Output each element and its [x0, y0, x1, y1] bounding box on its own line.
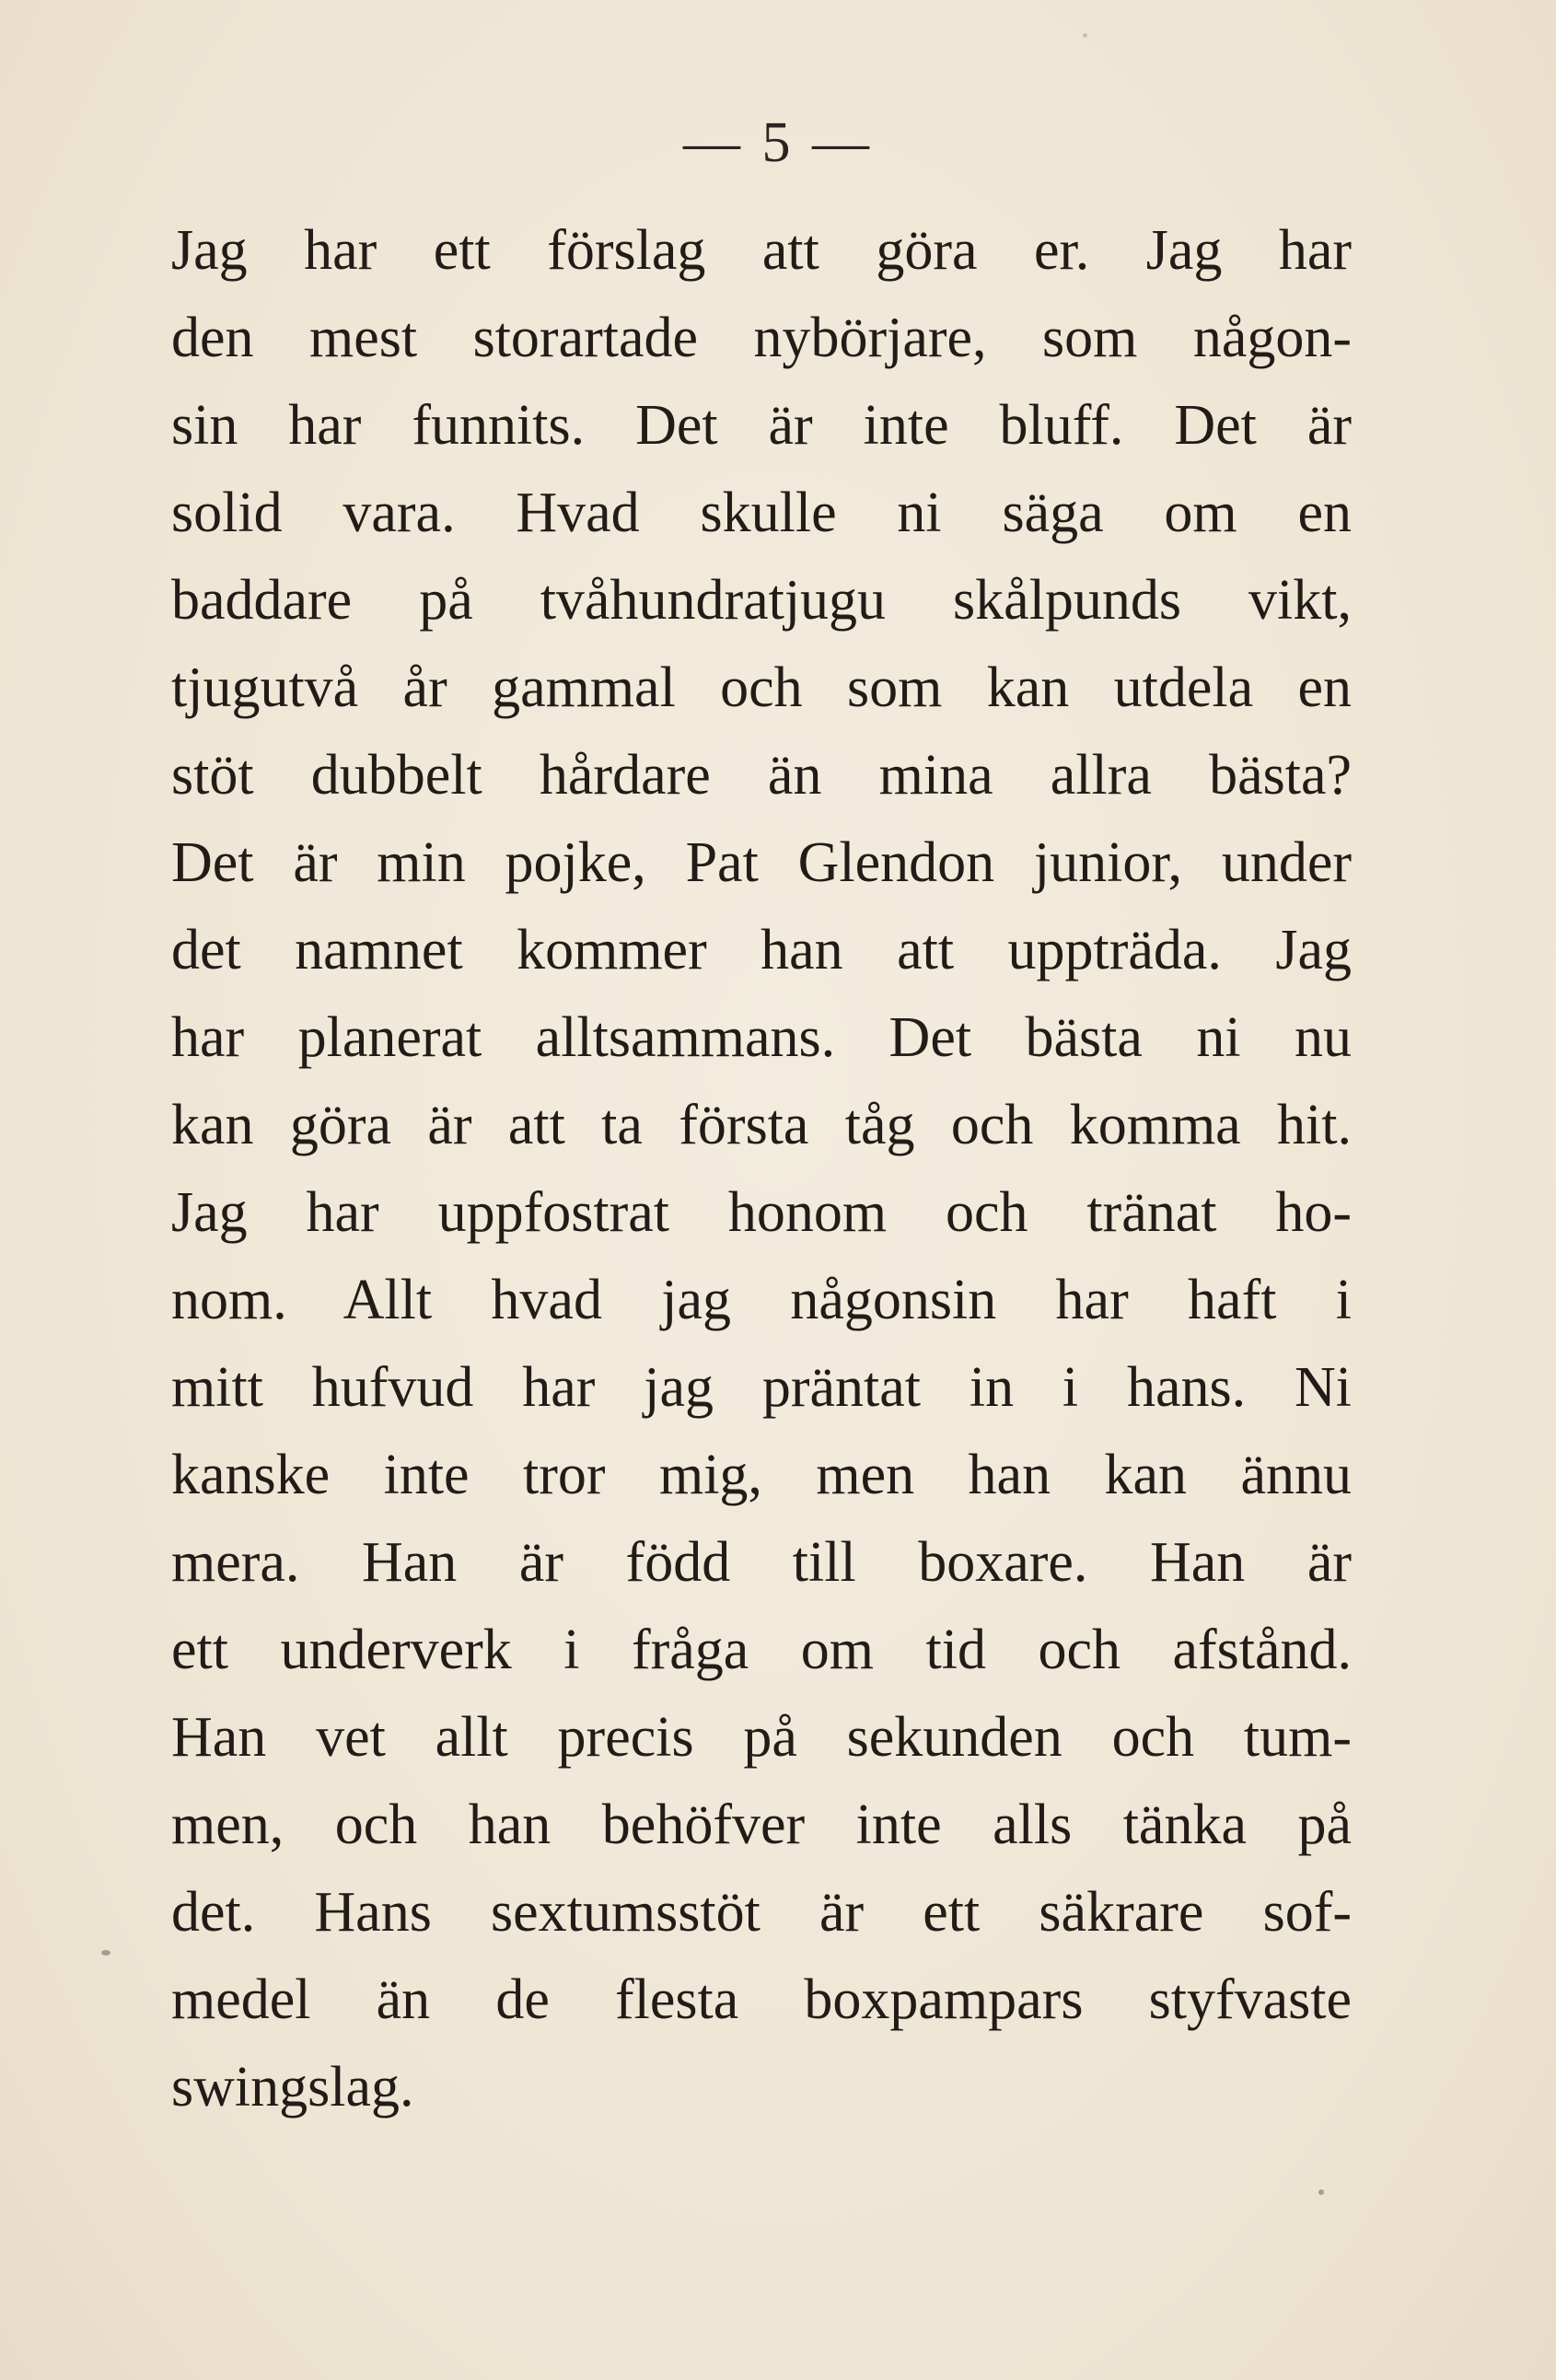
text-line: Jag har uppfostrat honom och tränat ho-	[171, 1181, 1352, 1244]
text-line: har planerat alltsammans. Det bästa ni nu	[171, 1006, 1352, 1069]
ink-speck	[1318, 2189, 1324, 2195]
text-line: Det är min pojke, Pat Glendon junior, under	[171, 831, 1352, 894]
text-line: men, och han behöfver inte alls tänka på	[171, 1794, 1352, 1856]
text-line: det. Hans sextumsstöt är ett säkrare sof-	[171, 1881, 1352, 1944]
text-line: det namnet kommer han att uppträda. Jag	[171, 919, 1352, 981]
text-line: kan göra är att ta första tåg och komma hit.	[171, 1094, 1352, 1156]
text-line: Jag har ett förslag att göra er. Jag har	[171, 219, 1352, 282]
ink-speck	[101, 1950, 110, 1956]
text-line: medel än de flesta boxpampars styfvaste	[171, 1968, 1352, 2031]
text-line: mera. Han är född till boxare. Han är	[171, 1531, 1352, 1594]
text-line: nom. Allt hvad jag någonsin har haft i	[171, 1269, 1352, 1331]
ink-speck	[1083, 33, 1087, 38]
text-line: solid vara. Hvad skulle ni säga om en	[171, 482, 1352, 544]
text-line: ett underverk i fråga om tid och afstånd.	[171, 1619, 1352, 1681]
text-line: mitt hufvud har jag präntat in i hans. Ni	[171, 1356, 1352, 1419]
text-line: Han vet allt precis på sekunden och tum-	[171, 1706, 1352, 1769]
body-text	[171, 207, 1352, 2131]
text-line: stöt dubbelt hårdare än mina allra bästa?	[171, 744, 1352, 807]
text-line: kanske inte tror mig, men han kan ännu	[171, 1444, 1352, 1506]
text-line: den mest storartade nybörjare, som någon-	[171, 307, 1352, 369]
text-line: sin har funnits. Det är inte bluff. Det är	[171, 394, 1352, 457]
page-number: — 5 —	[683, 111, 873, 174]
text-line: swingslag.	[171, 2056, 414, 2119]
text-line: baddare på tvåhundratjugu skålpunds vikt,	[171, 569, 1352, 632]
text-line: tjugutvå år gammal och som kan utdela en	[171, 656, 1352, 719]
